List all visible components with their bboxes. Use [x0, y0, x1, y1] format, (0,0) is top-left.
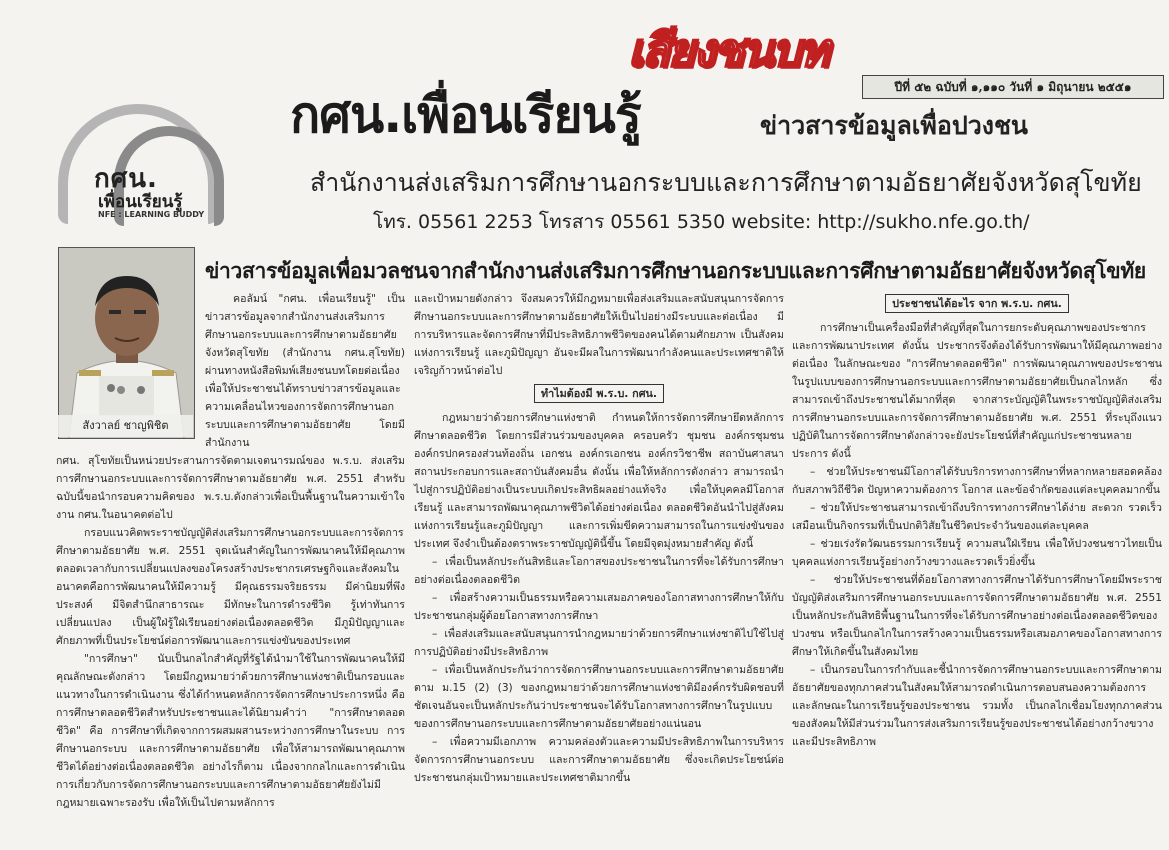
bullet-item: – เพื่อเป็นหลักประกันว่าการจัดการศึกษานอกระบบและการศึกษาตามอัธยาศัย ตาม ม.15 (2) (3) ของกฎหมายว่าด้วยการศึกษาแห่งชาติมีองค์กรรับผิดชอบที่ชัดเจนอันจะเป็นหลักประกันว่าประชาชนจะได้รับโอกาสทางการศึกษาในรูปแบบของการศึกษานอกระบบและการศึกษาตามอัธยาศัยอย่างแน่นอน [414, 664, 784, 730]
bullet-item: – เพื่อเป็นหลักประกันสิทธิและโอกาสของประชาชนในการที่จะได้รับการศึกษาอย่างต่อเนื่องตลอดชีวิต [414, 556, 784, 586]
bullet-item: – เพื่อสร้างความเป็นธรรมหรือความเสมอภาคของโอกาสทางการศึกษาให้กับประชาชนกลุ่มผู้ด้อยโอกาสทางการศึกษา [414, 592, 784, 622]
column-1-top [205, 290, 405, 452]
bullet-item: – เป็นกรอบในการกำกับและชี้นำการจัดการศึกษานอกระบบและการศึกษาตามอัธยาศัยของทุกภาคส่วนในสังคมให้สามารถดำเนินการตอบสนองความต้องการและลักษณะในการเรียนรู้ของประชาชน รวมทั้ง เป็นกลไกเชื่อมโยงทุกภาคส่วนของสังคมให้มีส่วนร่วมในการส่งเสริมการเรียนรู้ของประชาชนได้อย่างกว้างขวางและมีประสิทธิภาพ [792, 664, 1162, 748]
paragraph: กศน. สุโขทัยเป็นหน่วยประสานการจัดตามเจตนารมณ์ของ พ.ร.บ. ส่งเสริมการศึกษานอกระบบและการจัดการศึกษาตามอัธยาศัย พ.ศ. 2551 สำหรับฉบับนี้ขอนำกรอบความคิดของ พ.ร.บ.ดังกล่าวเพื่อเป็นพื้นฐานในความเข้าใจงาน กศน.ในอนาคตต่อไป [56, 455, 405, 521]
logo-text-english: NFE : LEARNING BUDDY [98, 210, 205, 219]
masthead-logo: เสียงชนบท [628, 23, 828, 77]
column-2 [414, 290, 784, 787]
paragraph: กรอบแนวคิดพระราชบัญญัติส่งเสริมการศึกษานอกระบบและการจัดการศึกษาตามอัธยาศัย พ.ศ. 2551 จุดเน้นสำคัญในการพัฒนาคนให้มีคุณภาพตลอดเวลากับการเปลี่ยนแปลงของโครงสร้างประชากรเศรษฐกิจและสังคมในอนาคตคือการพัฒนาคนให้มีความรู้ มีคุณธรรมจริยธรรม มีค่านิยมที่พึงประสงค์ มีจิตสำนึกสาธารณะ มีทักษะในการดำรงชีวิต รู้เท่าทันการเปลี่ยนแปลง เป็นผู้ใฝ่รู้ใฝ่เรียนอย่างต่อเนื่องตลอดชีวิต มีภูมิปัญญาและศักยภาพที่เป็นประโยชน์ต่อการพัฒนาและการแข่งขันของประเทศ [56, 527, 405, 647]
issue-info: ปีที่ ๕๒ ฉบับที่ ๑,๑๑๐ วันที่ ๑ มิถุนายน ๒๕๕๑ [862, 75, 1164, 99]
subheading-benefits: ประชาชนได้อะไร จาก พ.ร.บ. กศน. [885, 294, 1069, 313]
bullet-item: – ช่วยเร่งรัดวัฒนธรรมการเรียนรู้ ความสนใฝ่เรียน เพื่อให้ปวงชนชาวไทยเป็นบุคคลแห่งการเรียนรู้อย่างกว้างขวางและรวดเร็วยิ่งขึ้น [792, 538, 1162, 568]
column-tagline: ข่าวสารข้อมูลเพื่อปวงชน [760, 111, 1029, 140]
paragraph: คอลัมน์ "กศน. เพื่อนเรียนรู้" เป็นข่าวสารข้อมูลจากสำนักงานส่งเสริมการศึกษานอกระบบและการศึกษาตามอัธยาศัยจังหวัดสุโขทัย (สำนักงาน กศน.สุโขทัย) ผ่านทางหนังสือพิมพ์เสียงชนบทโดยต่อเนื่อง เพื่อให้ประชาชนได้ทราบข่าวสารข้อมูลและความเคลื่อนไหวของการจัดการศึกษานอกระบบและการศึกษาตามอัธยาศัย โดยมีสำนักงาน [205, 293, 405, 449]
bullet-item: – ช่วยให้ประชาชนที่ด้อยโอกาสทางการศึกษาได้รับการศึกษาโดยมีพระราชบัญญัติส่งเสริมการศึกษานอกระบบและการจัดการศึกษาตามอัธยาศัย พ.ศ. 2551 เป็นหลักประกันสิทธิพื้นฐานในการที่จะได้รับการศึกษาอย่างต่อเนื่องตลอดชีวิตของปวงชน หรือเป็นกลไกในการสร้างความเป็นธรรมหรือเสมอภาคของโอกาสทางการศึกษาให้เกิดขึ้นในสังคมไทย [792, 574, 1162, 658]
logo-text-main: กศน. [94, 164, 158, 194]
paragraph: การศึกษาเป็นเครื่องมือที่สำคัญที่สุดในการยกระดับคุณภาพของประชากรและการพัฒนาประเทศ ดังนั้น ประชากรจึงต้องได้รับการพัฒนาให้มีคุณภาพอย่างต่อเนื่อง ในลักษณะของ "การศึกษาตลอดชีวิต" การพัฒนาคุณภาพของประชาชนในรูปแบบของการศึกษานอกระบบและการศึกษาตามอัธยาศัยเป็นกลไกหลัก ซึ่งสามารถเข้าถึงประชาชนได้มากที่สุด จากสาระบัญญัติในพระราชบัญญัติส่งเสริมการศึกษานอกระบบและการจัดการศึกษาตามอัธยาศัย พ.ศ. 2551 ที่ระบุถึงแนวปฏิบัติในการจัดการศึกษาดังกล่าวจะยังประโยชน์ที่สำคัญแก่ประชาชนหลายประการ ดังนี้ [792, 322, 1162, 460]
paragraph: กฎหมายว่าด้วยการศึกษาแห่งชาติ กำหนดให้การจัดการศึกษายึดหลักการศึกษาตลอดชีวิต โดยการมีส่วนร่วมของบุคคล ครอบครัว ชุมชน องค์กรชุมชน องค์กรปกครองส่วนท้องถิ่น เอกชน องค์กรเอกชน องค์กรวิชาชีพ สถาบันศาสนา สถานประกอบการและสถาบันสังคมอื่น ดังนั้น เพื่อให้หลักการดังกล่าว สามารถนำไปสู่การปฏิบัติอย่างเป็นระบบเกิดประสิทธิผลอย่างแท้จริง เพื่อให้บุคคลมีโอกาสเรียนรู้ และสามารถพัฒนาคุณภาพชีวิตได้อย่างต่อเนื่อง ตลอดชีวิตอันนำไปสู่สังคมแห่งการเรียนรู้และภูมิปัญญา และการเพิ่มขีดความสามารถในการแข่งขันของประเทศ จึงจำเป็นต้องตราพระราชบัญญัตินี้ขึ้น โดยมีจุดมุ่งหมายสำคัญ ดังนี้ [414, 412, 784, 550]
agency-name: สำนักงานส่งเสริมการศึกษานอกระบบและการศึกษาตามอัธยาศัยจังหวัดสุโขทัย [310, 168, 1142, 197]
subheading-why-law: ทำไมต้องมี พ.ร.บ. กศน. [534, 384, 664, 403]
bullet-item: – เพื่อส่งเสริมและสนับสนุนการนำกฎหมายว่าด้วยการศึกษาแห่งชาติไปใช้ไปสู่การปฏิบัติอย่างมีประสิทธิภาพ [414, 628, 784, 658]
contact-info: โทร. 05561 2253 โทรสาร 05561 5350 website: http://sukho.nfe.go.th/ [373, 211, 1030, 233]
portrait-photo [58, 247, 195, 439]
column-3 [792, 290, 1162, 751]
paragraph: และเป้าหมายดังกล่าว จึงสมควรให้มีกฎหมายเพื่อส่งเสริมและสนับสนุนการจัดการศึกษานอกระบบและการศึกษาตามอัธยาศัยให้เป็นไปอย่างมีระบบและต่อเนื่อง มีการบริหารและจัดการศึกษาที่มีประสิทธิภาพชีวิตของคนได้ตามศักยภาพ เป็นสังคมแห่งการเรียนรู้ และภูมิปัญญา อันจะมีผลในการพัฒนากำลังคนและประเทศชาติให้เจริญก้าวหน้าต่อไป [414, 293, 784, 377]
logo-text-sub: เพื่อนเรียนรู้ [98, 192, 183, 212]
column-title: กศน.เพื่อนเรียนรู้ [290, 86, 641, 144]
nfe-logo [58, 98, 238, 233]
photo-caption: สังวาลย์ ชาญพิชิต [58, 415, 193, 437]
bullet-item: – ช่วยให้ประชาชนมีโอกาสได้รับบริการทางการศึกษาที่หลากหลายสอดคล้องกับสภาพวิถีชีวิต ปัญหาความต้องการ โอกาส และข้อจำกัดของแต่ละบุคคลมากขึ้น [792, 466, 1162, 496]
bullet-item: – ช่วยให้ประชาชนสามารถเข้าถึงบริการทางการศึกษาได้ง่าย สะดวก รวดเร็ว เสมือนเป็นกิจกรรมที่เป็นปกติวิสัยในชีวิตประจำวันของแต่ละบุคคล [792, 502, 1162, 532]
bullet-item: – เพื่อความมีเอกภาพ ความคล่องตัวและความมีประสิทธิภาพในการบริหารจัดการการศึกษานอกระบบ และการศึกษาตามอัธยาศัย ซึ่งจะเกิดประโยชน์ต่อประชาชนกลุ่มเป้าหมายและประเทศชาติมากขึ้น [414, 736, 784, 784]
article-headline: ข่าวสารข้อมูลเพื่อมวลชนจากสำนักงานส่งเสริมการศึกษานอกระบบและการศึกษาตามอัธยาศัยจังหวัดสุโขทัย [205, 259, 1146, 283]
column-1-bottom [56, 452, 405, 812]
paragraph: "การศึกษา" นับเป็นกลไกสำคัญที่รัฐได้นำมาใช้ในการพัฒนาคนให้มีคุณลักษณะดังกล่าว โดยมีกฎหมายว่าด้วยการศึกษาแห่งชาติเป็นกรอบและแนวทางในการดำเนินงาน ซึ่งได้กำหนดหลักการจัดการศึกษาประการหนึ่ง คือการศึกษาตลอดชีวิตสำหรับประชาชนและได้นิยามคำว่า "การศึกษาตลอดชีวิต" คือ การศึกษาที่เกิดจากการผสมผสานระหว่างการศึกษาในระบบ การศึกษานอกระบบ และการศึกษาตามอัธยาศัย เพื่อให้สามารถพัฒนาคุณภาพชีวิตได้อย่างต่อเนื่องตลอดชีวิต อย่างไรก็ตาม เนื่องจากกลไกและการดำเนินการเกี่ยวกับการจัดการศึกษานอกระบบและการศึกษาตามอัธยาศัยยังไม่มีกฎหมายเฉพาะรองรับ เพื่อให้เป็นไปตามหลักการ [56, 653, 405, 809]
